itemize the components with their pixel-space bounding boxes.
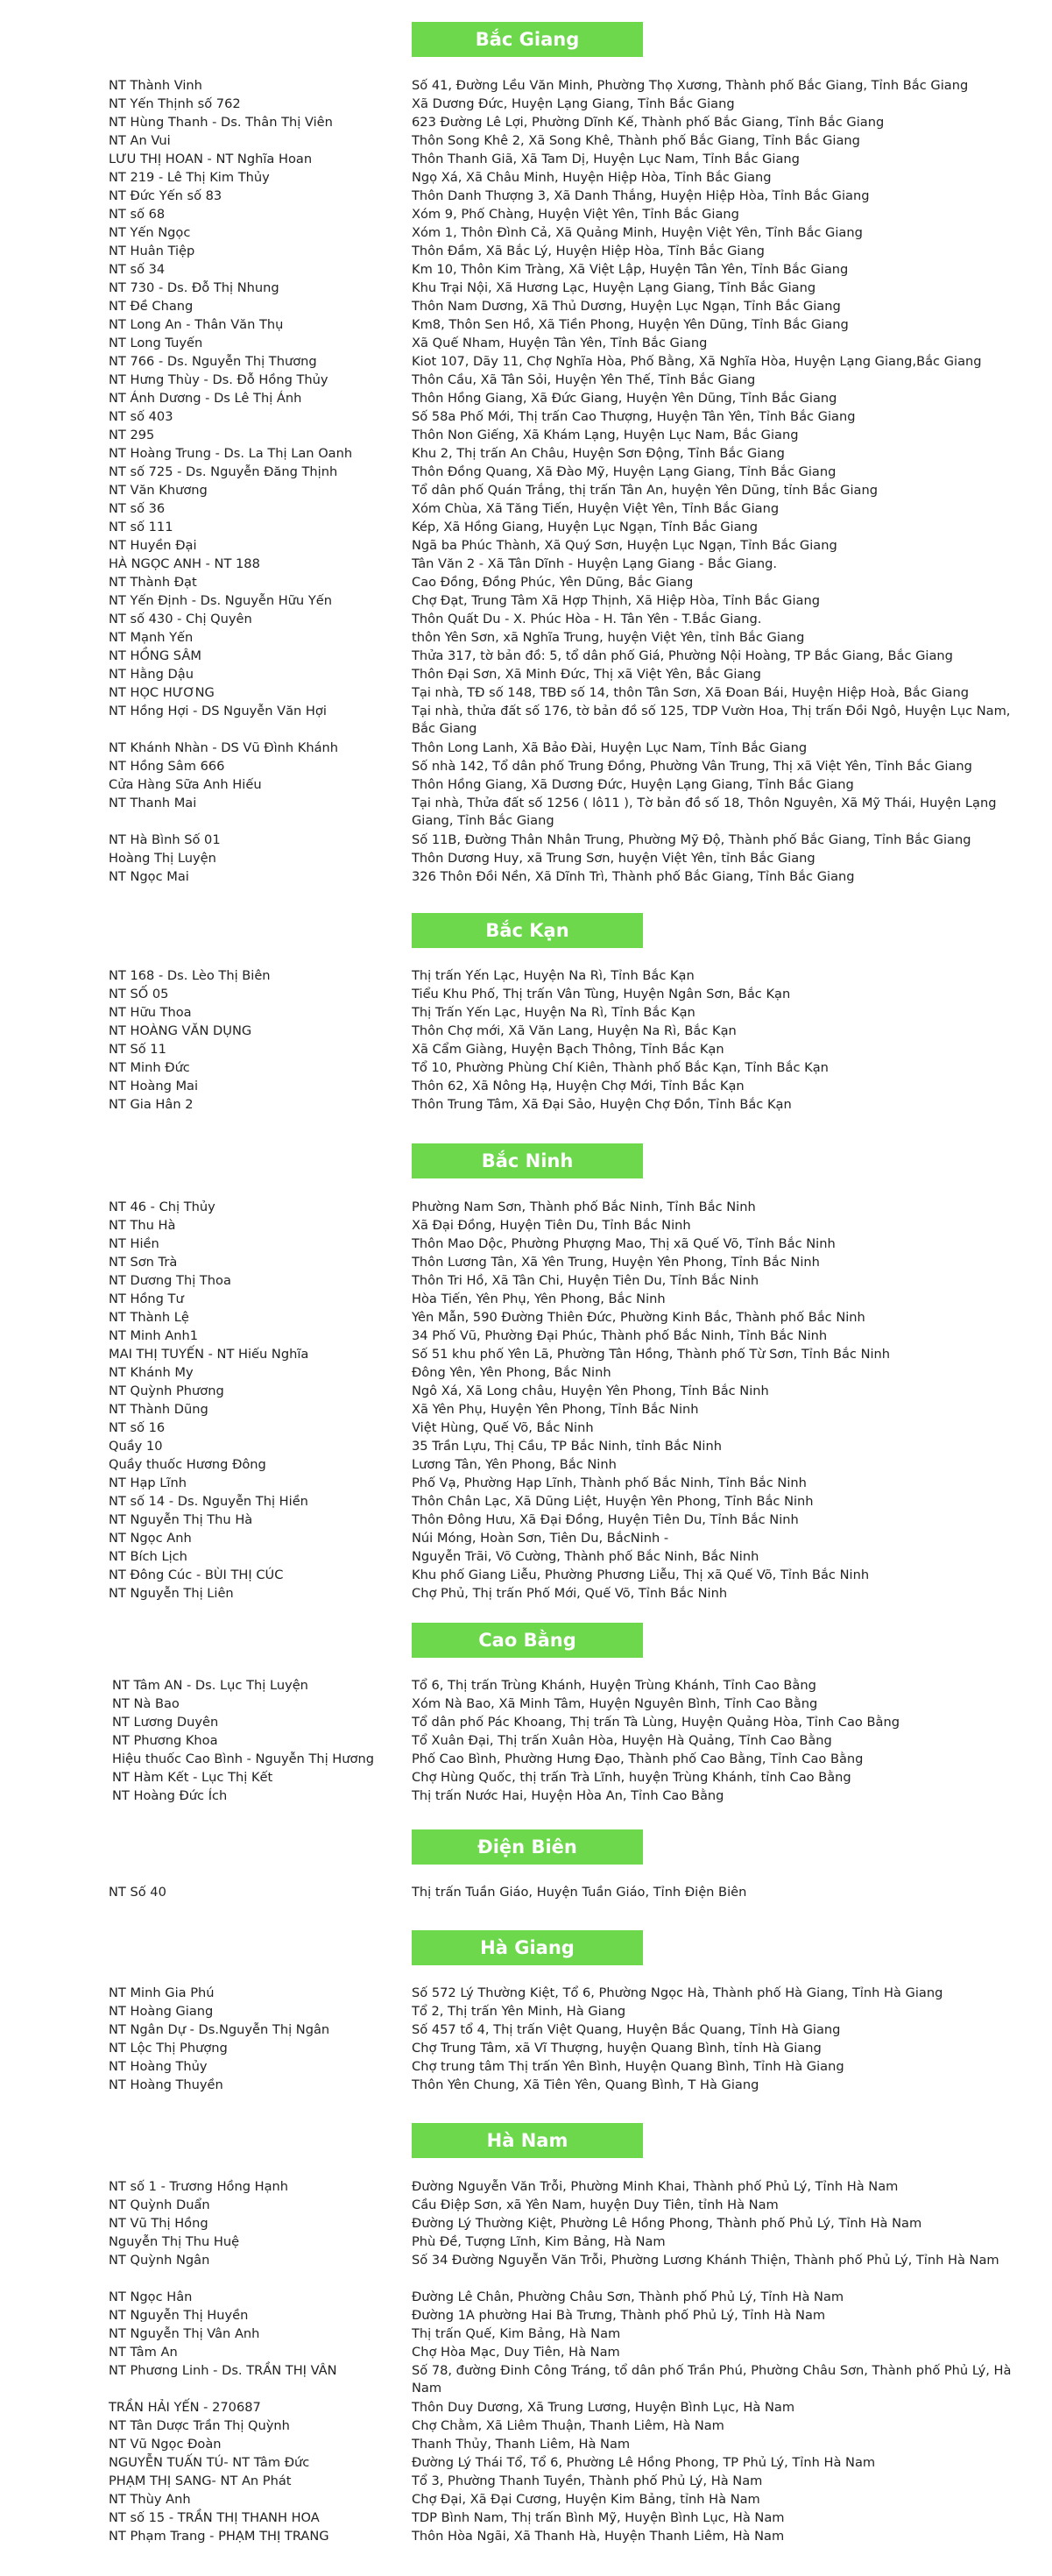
pharmacy-name: NT Ngân Dự - Ds.Nguyễn Thị Ngân (109, 2022, 330, 2037)
pharmacy-name: NT Hoàng Thủy (109, 2059, 208, 2074)
pharmacy-name: NT Hồng Hợi - DS Nguyễn Văn Hợi (109, 704, 327, 718)
pharmacy-address: Kép, Xã Hồng Giang, Huyện Lục Ngạn, Tỉnh Bắc Giang (412, 520, 759, 534)
pharmacy-address: Km8, Thôn Sen Hồ, Xã Tiền Phong, Huyện Yên Dũng, Tỉnh Bắc Giang (412, 317, 849, 332)
pharmacy-address: Thôn Danh Thượng 3, Xã Danh Thắng, Huyện Hiệp Hòa, Tỉnh Bắc Giang (412, 188, 870, 203)
pharmacy-name: NT Thành Dũng (109, 1402, 208, 1417)
pharmacy-name: NT Tâm An (109, 2345, 178, 2360)
pharmacy-name: NT Hoàng Trung - Ds. La Thị Lan Oanh (109, 446, 353, 461)
pharmacy-name: NT số 16 (109, 1420, 166, 1435)
pharmacy-address: Thôn Duy Dương, Xã Trung Lương, Huyện Bình Lục, Hà Nam (412, 2400, 795, 2415)
pharmacy-name: NT Quỳnh Phương (109, 1384, 224, 1398)
pharmacy-address: Thôn Đại Sơn, Xã Minh Đức, Thị xã Việt Yên, Bắc Giang (412, 667, 761, 682)
pharmacy-name: NT Phạm Trang - PHẠM THỊ TRANG (109, 2529, 329, 2544)
pharmacy-name: NT 168 - Ds. Lèo Thị Biên (109, 968, 271, 983)
pharmacy-name: NT Hữu Thoa (109, 1005, 192, 1020)
pharmacy-name: NT Minh Đức (109, 1060, 190, 1075)
pharmacy-address: 34 Phố Vũ, Phường Đại Phúc, Thành phố Bắc Ninh, Tỉnh Bắc Ninh (412, 1328, 828, 1343)
pharmacy-name: Nguyễn Thị Thu Huệ (109, 2234, 240, 2249)
pharmacy-address: Thanh Thủy, Thanh Liêm, Hà Nam (412, 2437, 631, 2452)
pharmacy-address: Số 51 khu phố Yên Lã, Phường Tân Hồng, Thành phố Từ Sơn, Tỉnh Bắc Ninh (412, 1347, 891, 1362)
pharmacy-address: Chợ Chằm, Xã Liêm Thuận, Thanh Liêm, Hà Nam (412, 2418, 724, 2433)
pharmacy-address: Lương Tân, Yên Phong, Bắc Ninh (412, 1457, 617, 1472)
pharmacy-name: NT Long Tuyến (109, 336, 203, 350)
pharmacy-address: Số 457 tổ 4, Thị trấn Việt Quang, Huyện Bắc Quang, Tỉnh Hà Giang (412, 2022, 841, 2037)
pharmacy-name: NT Hiền (109, 1236, 159, 1251)
pharmacy-name: NT Quỳnh Duẩn (109, 2197, 210, 2212)
pharmacy-name: NT Thùy Anh (109, 2492, 191, 2507)
pharmacy-name: NT số 36 (109, 501, 166, 516)
pharmacy-name: Cửa Hàng Sữa Anh Hiếu (109, 777, 262, 792)
pharmacy-address: Tổ Xuân Đại, Thị trấn Xuân Hòa, Huyện Hà Quảng, Tỉnh Cao Bằng (412, 1733, 832, 1748)
pharmacy-address: Tiểu Khu Phố, Thị trấn Vân Tùng, Huyện Ngân Sơn, Bắc Kạn (412, 987, 791, 1001)
pharmacy-name: NT Lộc Thị Phượng (109, 2041, 228, 2056)
pharmacy-name: NT Hoàng Mai (109, 1079, 199, 1093)
pharmacy-address: Thôn Hồng Giang, Xã Đức Giang, Huyện Yên Dũng, Tỉnh Bắc Giang (412, 391, 837, 406)
pharmacy-address: Chợ Hòa Mạc, Duy Tiên, Hà Nam (412, 2345, 620, 2360)
pharmacy-address: Tân Văn 2 - Xã Tân Dĩnh - Huyện Lạng Giang - Bắc Giang. (412, 556, 778, 571)
section-header: Bắc Kạn (412, 913, 643, 948)
pharmacy-address: Số 11B, Đường Thân Nhân Trung, Phường Mỹ Độ, Thành phố Bắc Giang, Tỉnh Bắc Giang (412, 832, 971, 847)
pharmacy-address: Ngã ba Phúc Thành, Xã Quý Sơn, Huyện Lục Ngạn, Tỉnh Bắc Giang (412, 538, 837, 553)
pharmacy-name: NT An Vui (109, 133, 171, 148)
pharmacy-address: Cầu Điệp Sơn, xã Yên Nam, huyện Duy Tiên, tỉnh Hà Nam (412, 2197, 779, 2212)
pharmacy-name: NT SỐ 05 (109, 987, 169, 1001)
section-header: Hà Giang (412, 1930, 643, 1965)
pharmacy-name: NT Hoàng Giang (109, 2004, 214, 2019)
pharmacy-address: Hòa Tiến, Yên Phụ, Yên Phong, Bắc Ninh (412, 1292, 666, 1306)
pharmacy-name: NT HỒNG SÂM (109, 648, 201, 663)
pharmacy-name: NT số 725 - Ds. Nguyễn Đăng Thịnh (109, 464, 338, 479)
pharmacy-address: Xã Dương Đức, Huyện Lạng Giang, Tỉnh Bắc Giang (412, 96, 735, 111)
pharmacy-address: Đường Lê Chân, Phường Châu Sơn, Thành phố Phủ Lý, Tỉnh Hà Nam (412, 2289, 844, 2304)
pharmacy-address: Thôn Trung Tâm, Xã Đại Sảo, Huyện Chợ Đồn, Tỉnh Bắc Kạn (412, 1097, 792, 1112)
pharmacy-address: 623 Đường Lê Lợi, Phường Dĩnh Kế, Thành phố Bắc Giang, Tỉnh Bắc Giang (412, 115, 885, 130)
section-header: Hà Nam (412, 2123, 643, 2158)
pharmacy-name: Hoàng Thị Luyện (109, 851, 216, 866)
pharmacy-address: Đường 1A phường Hai Bà Trưng, Thành phố Phủ Lý, Tỉnh Hà Nam (412, 2308, 826, 2323)
pharmacy-address: Thôn Mao Dộc, Phường Phượng Mao, Thị xã Quế Võ, Tỉnh Bắc Ninh (412, 1236, 836, 1251)
pharmacy-address: Km 10, Thôn Kim Tràng, Xã Việt Lập, Huyện Tân Yên, Tỉnh Bắc Giang (412, 262, 849, 277)
pharmacy-name: NT số 68 (109, 207, 166, 222)
pharmacy-name: NT Dương Thị Thoa (109, 1273, 231, 1288)
pharmacy-name: NT Đức Yến số 83 (109, 188, 222, 203)
pharmacy-address: Thôn Cầu, Xã Tân Sỏi, Huyện Yên Thế, Tỉnh Bắc Giang (412, 372, 756, 387)
pharmacy-name: NT Hùng Thanh - Ds. Thân Thị Viên (109, 115, 333, 130)
pharmacy-address: Ngô Xá, Xã Long châu, Huyện Yên Phong, Tỉnh Bắc Ninh (412, 1384, 769, 1398)
pharmacy-name: NT Đề Chang (109, 299, 194, 314)
pharmacy-address: TDP Bình Nam, Thị trấn Bình Mỹ, Huyện Bình Lục, Hà Nam (412, 2510, 785, 2525)
pharmacy-address: 35 Trần Lựu, Thị Cầu, TP Bắc Ninh, tỉnh Bắc Ninh (412, 1439, 722, 1454)
pharmacy-name: NT 766 - Ds. Nguyễn Thị Thương (109, 354, 317, 369)
pharmacy-address: Thôn Nam Dương, Xã Thủ Dương, Huyện Lục Ngạn, Tỉnh Bắc Giang (412, 299, 841, 314)
pharmacy-address: Thôn Song Khê 2, Xã Song Khê, Thành phố Bắc Giang, Tỉnh Bắc Giang (412, 133, 860, 148)
pharmacy-name: NT Đông Cúc - BÙI THỊ CÚC (109, 1568, 284, 1582)
pharmacy-address: Số 78, đường Đinh Công Tráng, tổ dân phố Trần Phú, Phường Châu Sơn, Thành phố Phủ Lý, Hà Nam (412, 2363, 1012, 2396)
pharmacy-name: HÀ NGỌC ANH - NT 188 (109, 556, 260, 571)
section-header: Bắc Ninh (412, 1143, 643, 1178)
pharmacy-address: Xóm Chùa, Xã Tăng Tiến, Huyện Việt Yên, Tỉnh Bắc Giang (412, 501, 780, 516)
pharmacy-name: NT số 1 - Trương Hồng Hạnh (109, 2179, 289, 2194)
pharmacy-name: NT Yến Ngọc (109, 225, 191, 240)
pharmacy-address: Tổ 10, Phường Phùng Chí Kiên, Thành phố Bắc Kạn, Tỉnh Bắc Kạn (412, 1060, 829, 1075)
pharmacy-address: Thị trấn Tuần Giáo, Huyện Tuần Giáo, Tỉnh Điện Biên (412, 1885, 747, 1900)
pharmacy-address: 326 Thôn Đồi Nền, Xã Dĩnh Trì, Thành phố Bắc Giang, Tỉnh Bắc Giang (412, 869, 855, 884)
pharmacy-address: Thị trấn Yến Lạc, Huyện Na Rì, Tỉnh Bắc Kạn (412, 968, 695, 983)
pharmacy-name: NT Tân Dược Trần Thị Quỳnh (109, 2418, 290, 2433)
pharmacy-address: Khu 2, Thị trấn An Châu, Huyện Sơn Động, Tỉnh Bắc Giang (412, 446, 785, 461)
pharmacy-name: NT Quỳnh Ngân (109, 2253, 210, 2268)
pharmacy-address: Thôn Hòa Ngãi, Xã Thanh Hà, Huyện Thanh Liêm, Hà Nam (412, 2529, 785, 2544)
pharmacy-address: Thôn Chợ mới, Xã Văn Lang, Huyện Na Rì, Bắc Kạn (412, 1023, 737, 1038)
pharmacy-address: Ngọ Xá, Xã Châu Minh, Huyện Hiệp Hòa, Tỉnh Bắc Giang (412, 170, 772, 185)
pharmacy-address: Thôn Yên Chung, Xã Tiên Yên, Quang Bình, T Hà Giang (412, 2077, 759, 2092)
pharmacy-address: Thôn Đồng Quang, Xã Đào Mỹ, Huyện Lạng Giang, Tỉnh Bắc Giang (412, 464, 837, 479)
pharmacy-address: Xóm Nà Bao, Xã Minh Tâm, Huyện Nguyên Bình, Tỉnh Cao Bằng (412, 1696, 818, 1711)
pharmacy-address: Cao Đồng, Đồng Phúc, Yên Dũng, Bắc Giang (412, 575, 694, 590)
pharmacy-name: NT Ngọc Hân (109, 2289, 193, 2304)
pharmacy-address: Thôn 62, Xã Nông Hạ, Huyện Chợ Mới, Tỉnh Bắc Kạn (412, 1079, 745, 1093)
pharmacy-name: TRẦN HẢI YẾN - 270687 (109, 2400, 261, 2415)
pharmacy-name: NT số 403 (109, 409, 173, 424)
pharmacy-address: Thôn Tri Hồ, Xã Tân Chi, Huyện Tiên Du, Tỉnh Bắc Ninh (412, 1273, 759, 1288)
pharmacy-name: NT Minh Gia Phú (109, 1985, 215, 2000)
pharmacy-address: Đường Lý Thường Kiệt, Phường Lê Hồng Phong, Thành phố Phủ Lý, Tỉnh Hà Nam (412, 2216, 922, 2231)
pharmacy-address: Tổ dân phố Quán Trắng, thị trấn Tân An, huyện Yên Dũng, tỉnh Bắc Giang (412, 483, 878, 498)
pharmacy-name: NT Bích Lịch (109, 1549, 187, 1564)
pharmacy-address: Phù Đề, Tượng Lĩnh, Kim Bảng, Hà Nam (412, 2234, 666, 2249)
pharmacy-address: Thôn Hồng Giang, Xã Dương Đức, Huyện Lạng Giang, Tỉnh Bắc Giang (412, 777, 854, 792)
pharmacy-name: MAI THỊ TUYẾN - NT Hiếu Nghĩa (109, 1347, 309, 1362)
pharmacy-name: NT Ánh Dương - Ds Lê Thị Ánh (109, 391, 302, 406)
pharmacy-name: Quầy thuốc Hương Đông (109, 1457, 266, 1472)
pharmacy-address: Chợ Trung Tâm, xã Vĩ Thượng, huyện Quang Bình, tỉnh Hà Giang (412, 2041, 822, 2056)
pharmacy-address: Số 572 Lý Thường Kiệt, Tổ 6, Phường Ngọc Hà, Thành phố Hà Giang, Tỉnh Hà Giang (412, 1985, 943, 2000)
pharmacy-name: NT Thanh Mai (109, 796, 197, 810)
pharmacy-address: Thôn Chân Lạc, Xã Dũng Liệt, Huyện Yên Phong, Tỉnh Bắc Ninh (412, 1494, 814, 1509)
pharmacy-name: NT Gia Hân 2 (109, 1097, 194, 1112)
pharmacy-name: NT Ngọc Anh (109, 1531, 192, 1546)
pharmacy-name: NT Phương Linh - Ds. TRẦN THỊ VÂN (109, 2363, 337, 2378)
pharmacy-address: Tổ 3, Phường Thanh Tuyền, Thành phố Phủ Lý, Hà Nam (412, 2473, 763, 2488)
pharmacy-name: NT Khánh My (109, 1365, 194, 1380)
pharmacy-address: Việt Hùng, Quế Võ, Bắc Ninh (412, 1420, 594, 1435)
pharmacy-address: Phường Nam Sơn, Thành phố Bắc Ninh, Tỉnh Bắc Ninh (412, 1200, 756, 1214)
pharmacy-name: NT Hàm Kết - Lục Thị Kết (112, 1770, 273, 1785)
pharmacy-address: Thôn Đầm, Xã Bắc Lý, Huyện Hiệp Hòa, Tỉnh Bắc Giang (412, 244, 765, 258)
pharmacy-address: Thôn Thanh Giã, Xã Tam Dị, Huyện Lục Nam, Tỉnh Bắc Giang (412, 152, 800, 166)
pharmacy-address: Tại nhà, thửa đất số 176, tờ bản đồ số 125, TDP Vườn Hoa, Thị trấn Đồi Ngô, Huyện Lục Nam, Bắc Giang (412, 704, 1011, 736)
pharmacy-address: Thôn Lương Tân, Xã Yên Trung, Huyện Yên Phong, Tỉnh Bắc Ninh (412, 1255, 820, 1270)
pharmacy-name: NT Văn Khương (109, 483, 208, 498)
pharmacy-name: NT Thu Hà (109, 1218, 176, 1233)
pharmacy-address: Phố Vạ, Phường Hạp Lĩnh, Thành phố Bắc Ninh, Tỉnh Bắc Ninh (412, 1476, 807, 1490)
pharmacy-address: Chợ Đại, Xã Đại Cương, Huyện Kim Bảng, tỉnh Hà Nam (412, 2492, 760, 2507)
pharmacy-name: NT Sơn Trà (109, 1255, 178, 1270)
pharmacy-name: NT Tâm AN - Ds. Lục Thị Luyện (112, 1678, 308, 1693)
pharmacy-address: Đường Nguyễn Văn Trỗi, Phường Minh Khai, Thành phố Phủ Lý, Tỉnh Hà Nam (412, 2179, 899, 2194)
pharmacy-address: Thôn Quất Du - X. Phúc Hòa - H. Tân Yên - T.Bắc Giang. (412, 612, 762, 626)
pharmacy-name: NT 46 - Chị Thủy (109, 1200, 215, 1214)
pharmacy-address: Phố Cao Bình, Phường Hưng Đạo, Thành phố Cao Bằng, Tỉnh Cao Bằng (412, 1752, 864, 1766)
pharmacy-address: Thôn Long Lanh, Xã Bảo Đài, Huyện Lục Nam, Tỉnh Bắc Giang (412, 740, 808, 755)
pharmacy-name: Hiệu thuốc Cao Bình - Nguyễn Thị Hương (112, 1752, 374, 1766)
section-header: Bắc Giang (412, 22, 643, 57)
pharmacy-name: NT số 111 (109, 520, 173, 534)
pharmacy-name: NT Hoàng Đức Ích (112, 1788, 228, 1803)
pharmacy-name: NT Thành Đạt (109, 575, 197, 590)
pharmacy-address: Thị Trấn Yến Lạc, Huyện Na Rì, Tỉnh Bắc Kạn (412, 1005, 695, 1020)
pharmacy-name: NT Thành Lệ (109, 1310, 189, 1325)
section-header: Cao Bằng (412, 1623, 643, 1658)
pharmacy-address: Thôn Non Giếng, Xã Khám Lạng, Huyện Lục Nam, Bắc Giang (412, 428, 799, 442)
pharmacy-name: NT 730 - Ds. Đỗ Thị Nhung (109, 280, 279, 295)
section-header: Điện Biên (412, 1829, 643, 1865)
pharmacy-address: Tổ 2, Thị trấn Yên Minh, Hà Giang (412, 2004, 626, 2019)
pharmacy-address: Thị trấn Nước Hai, Huyện Hòa An, Tỉnh Cao Bằng (412, 1788, 724, 1803)
pharmacy-name: NT số 14 - Ds. Nguyễn Thị Hiền (109, 1494, 308, 1509)
pharmacy-address: Tại nhà, Thửa đất số 1256 ( lô11 ), Tờ bản đồ số 18, Thôn Nguyên, Xã Mỹ Thái, Huyện Lạng Giang, Tỉnh Bắc Giang (412, 796, 997, 828)
pharmacy-name: LƯU THỊ HOAN - NT Nghĩa Hoan (109, 152, 313, 166)
pharmacy-address: Xã Yên Phụ, Huyện Yên Phong, Tỉnh Bắc Ninh (412, 1402, 699, 1417)
pharmacy-name: NT HOÀNG VĂN DỤNG (109, 1023, 252, 1038)
pharmacy-name: NT Số 40 (109, 1885, 166, 1900)
pharmacy-address: Xã Quế Nham, Huyện Tân Yên, Tỉnh Bắc Giang (412, 336, 708, 350)
pharmacy-address: Số 41, Đường Lều Văn Minh, Phường Thọ Xương, Thành phố Bắc Giang, Tỉnh Bắc Giang (412, 78, 969, 93)
pharmacy-address: Khu phố Giang Liễu, Phường Phương Liễu, Thị xã Quế Võ, Tỉnh Bắc Ninh (412, 1568, 870, 1582)
pharmacy-name: NT Yến Thịnh số 762 (109, 96, 241, 111)
pharmacy-address: Khu Trại Nội, Xã Hương Lạc, Huyện Lạng Giang, Tỉnh Bắc Giang (412, 280, 816, 295)
pharmacy-name: NT Hoàng Thuyền (109, 2077, 223, 2092)
pharmacy-name: NT Lương Duyên (112, 1715, 219, 1730)
pharmacy-name: NT số 430 - Chị Quyên (109, 612, 252, 626)
pharmacy-name: NT Yến Định - Ds. Nguyễn Hữu Yến (109, 593, 332, 608)
pharmacy-address: Đông Yên, Yên Phong, Bắc Ninh (412, 1365, 611, 1380)
pharmacy-address: Chợ trung tâm Thị trấn Yên Bình, Huyện Quang Bình, Tỉnh Hà Giang (412, 2059, 844, 2074)
pharmacy-name: NT số 15 - TRẦN THỊ THANH HOA (109, 2510, 320, 2525)
pharmacy-name: NT Hồng Sâm 666 (109, 759, 225, 774)
pharmacy-address: Chợ Phủ, Thị trấn Phố Mới, Quế Võ, Tỉnh Bắc Ninh (412, 1586, 728, 1601)
pharmacy-name: NT Số 11 (109, 1042, 166, 1057)
pharmacy-address: Xã Cẩm Giàng, Huyện Bạch Thông, Tỉnh Bắc Kạn (412, 1042, 724, 1057)
pharmacy-address: Đường Lý Thái Tổ, Tổ 6, Phường Lê Hồng Phong, TP Phủ Lý, Tỉnh Hà Nam (412, 2455, 876, 2470)
pharmacy-name: NT Thành Vinh (109, 78, 202, 93)
pharmacy-address: Thửa 317, tờ bản đồ: 5, tổ dân phố Giá, Phường Nội Hoàng, TP Bắc Giang, Bắc Giang (412, 648, 953, 663)
pharmacy-name: NT Khánh Nhàn - DS Vũ Đình Khánh (109, 740, 339, 755)
pharmacy-name: NT HỌC HƯƠNG (109, 685, 215, 700)
pharmacy-name: NT 219 - Lê Thị Kim Thủy (109, 170, 270, 185)
pharmacy-address: Tại nhà, TĐ số 148, TBĐ số 14, thôn Tân Sơn, Xã Đoan Bái, Huyện Hiệp Hoà, Bắc Giang (412, 685, 970, 700)
pharmacy-address: Số 34 Đường Nguyễn Văn Trỗi, Phường Lương Khánh Thiện, Thành phố Phủ Lý, Tỉnh Hà Nam (412, 2253, 999, 2268)
pharmacy-name: NT Vũ Ngọc Đoàn (109, 2437, 222, 2452)
pharmacy-name: NT Nguyễn Thị Thu Hà (109, 1512, 253, 1527)
pharmacy-name: PHẠM THỊ SANG- NT An Phát (109, 2473, 292, 2488)
pharmacy-name: NT 295 (109, 428, 155, 442)
pharmacy-address: Số 58a Phố Mới, Thị trấn Cao Thượng, Huyện Tân Yên, Tỉnh Bắc Giang (412, 409, 856, 424)
pharmacy-name: NT Nguyễn Thị Vân Anh (109, 2326, 260, 2341)
pharmacy-name: NT Huân Tiệp (109, 244, 195, 258)
pharmacy-name: NT Nà Bao (112, 1696, 180, 1711)
pharmacy-name: NT Nguyễn Thị Liên (109, 1586, 234, 1601)
pharmacy-address: Số nhà 142, Tổ dân phố Trung Đồng, Phường Vân Trung, Thị xã Việt Yên, Tỉnh Bắc Giang (412, 759, 972, 774)
pharmacy-address: Yên Mẫn, 590 Đường Thiên Đức, Phường Kinh Bắc, Thành phố Bắc Ninh (412, 1310, 865, 1325)
pharmacy-address: Tổ 6, Thị trấn Trùng Khánh, Huyện Trùng Khánh, Tỉnh Cao Bằng (412, 1678, 816, 1693)
pharmacy-name: NGUYỄN TUẤN TÚ- NT Tâm Đức (109, 2455, 310, 2470)
pharmacy-address: Chợ Hùng Quốc, thị trấn Trà Lĩnh, huyện Trùng Khánh, tỉnh Cao Bằng (412, 1770, 851, 1785)
pharmacy-address: Thôn Dương Huy, xã Trung Sơn, huyện Việt Yên, tỉnh Bắc Giang (412, 851, 815, 866)
pharmacy-name: NT Huyền Đại (109, 538, 197, 553)
pharmacy-name: NT Hồng Tư (109, 1292, 184, 1306)
pharmacy-address: Kiot 107, Dãy 11, Chợ Nghĩa Hòa, Phố Bằng, Xã Nghĩa Hòa, Huyện Lạng Giang,Bắc Giang (412, 354, 982, 369)
pharmacy-name: NT Mạnh Yến (109, 630, 194, 645)
pharmacy-name: NT Hằng Dậu (109, 667, 194, 682)
pharmacy-address: Xóm 9, Phố Chàng, Huyện Việt Yên, Tỉnh Bắc Giang (412, 207, 739, 222)
pharmacy-name: NT Hà Bình Số 01 (109, 832, 221, 847)
pharmacy-address: Núi Móng, Hoàn Sơn, Tiên Du, BắcNinh - (412, 1531, 669, 1546)
pharmacy-name: NT Phương Khoa (112, 1733, 218, 1748)
pharmacy-address: Chợ Đạt, Trung Tâm Xã Hợp Thịnh, Xã Hiệp Hòa, Tỉnh Bắc Giang (412, 593, 820, 608)
pharmacy-address: Thôn Đông Hưu, Xã Đại Đồng, Huyện Tiên Du, Tỉnh Bắc Ninh (412, 1512, 799, 1527)
pharmacy-name: Quầy 10 (109, 1439, 163, 1454)
pharmacy-name: NT Ngọc Mai (109, 869, 189, 884)
pharmacy-name: NT Long An - Thân Văn Thụ (109, 317, 284, 332)
pharmacy-address: Xóm 1, Thôn Đình Cả, Xã Quảng Minh, Huyện Việt Yên, Tỉnh Bắc Giang (412, 225, 863, 240)
pharmacy-name: NT Nguyễn Thị Huyền (109, 2308, 249, 2323)
pharmacy-address: Tổ dân phố Pác Khoang, Thị trấn Tà Lùng, Huyện Quảng Hòa, Tỉnh Cao Bằng (412, 1715, 900, 1730)
pharmacy-name: NT Vũ Thị Hồng (109, 2216, 208, 2231)
pharmacy-name: NT Hạp Lĩnh (109, 1476, 187, 1490)
pharmacy-address: thôn Yên Sơn, xã Nghĩa Trung, huyện Việt Yên, tỉnh Bắc Giang (412, 630, 805, 645)
pharmacy-address: Xã Đại Đồng, Huyện Tiên Du, Tỉnh Bắc Ninh (412, 1218, 691, 1233)
pharmacy-address: Thị trấn Quế, Kim Bảng, Hà Nam (412, 2326, 621, 2341)
pharmacy-name: NT số 34 (109, 262, 166, 277)
pharmacy-name: NT Minh Anh1 (109, 1328, 199, 1343)
pharmacy-address: Nguyễn Trãi, Võ Cường, Thành phố Bắc Ninh, Bắc Ninh (412, 1549, 759, 1564)
pharmacy-name: NT Hưng Thùy - Ds. Đỗ Hồng Thủy (109, 372, 328, 387)
